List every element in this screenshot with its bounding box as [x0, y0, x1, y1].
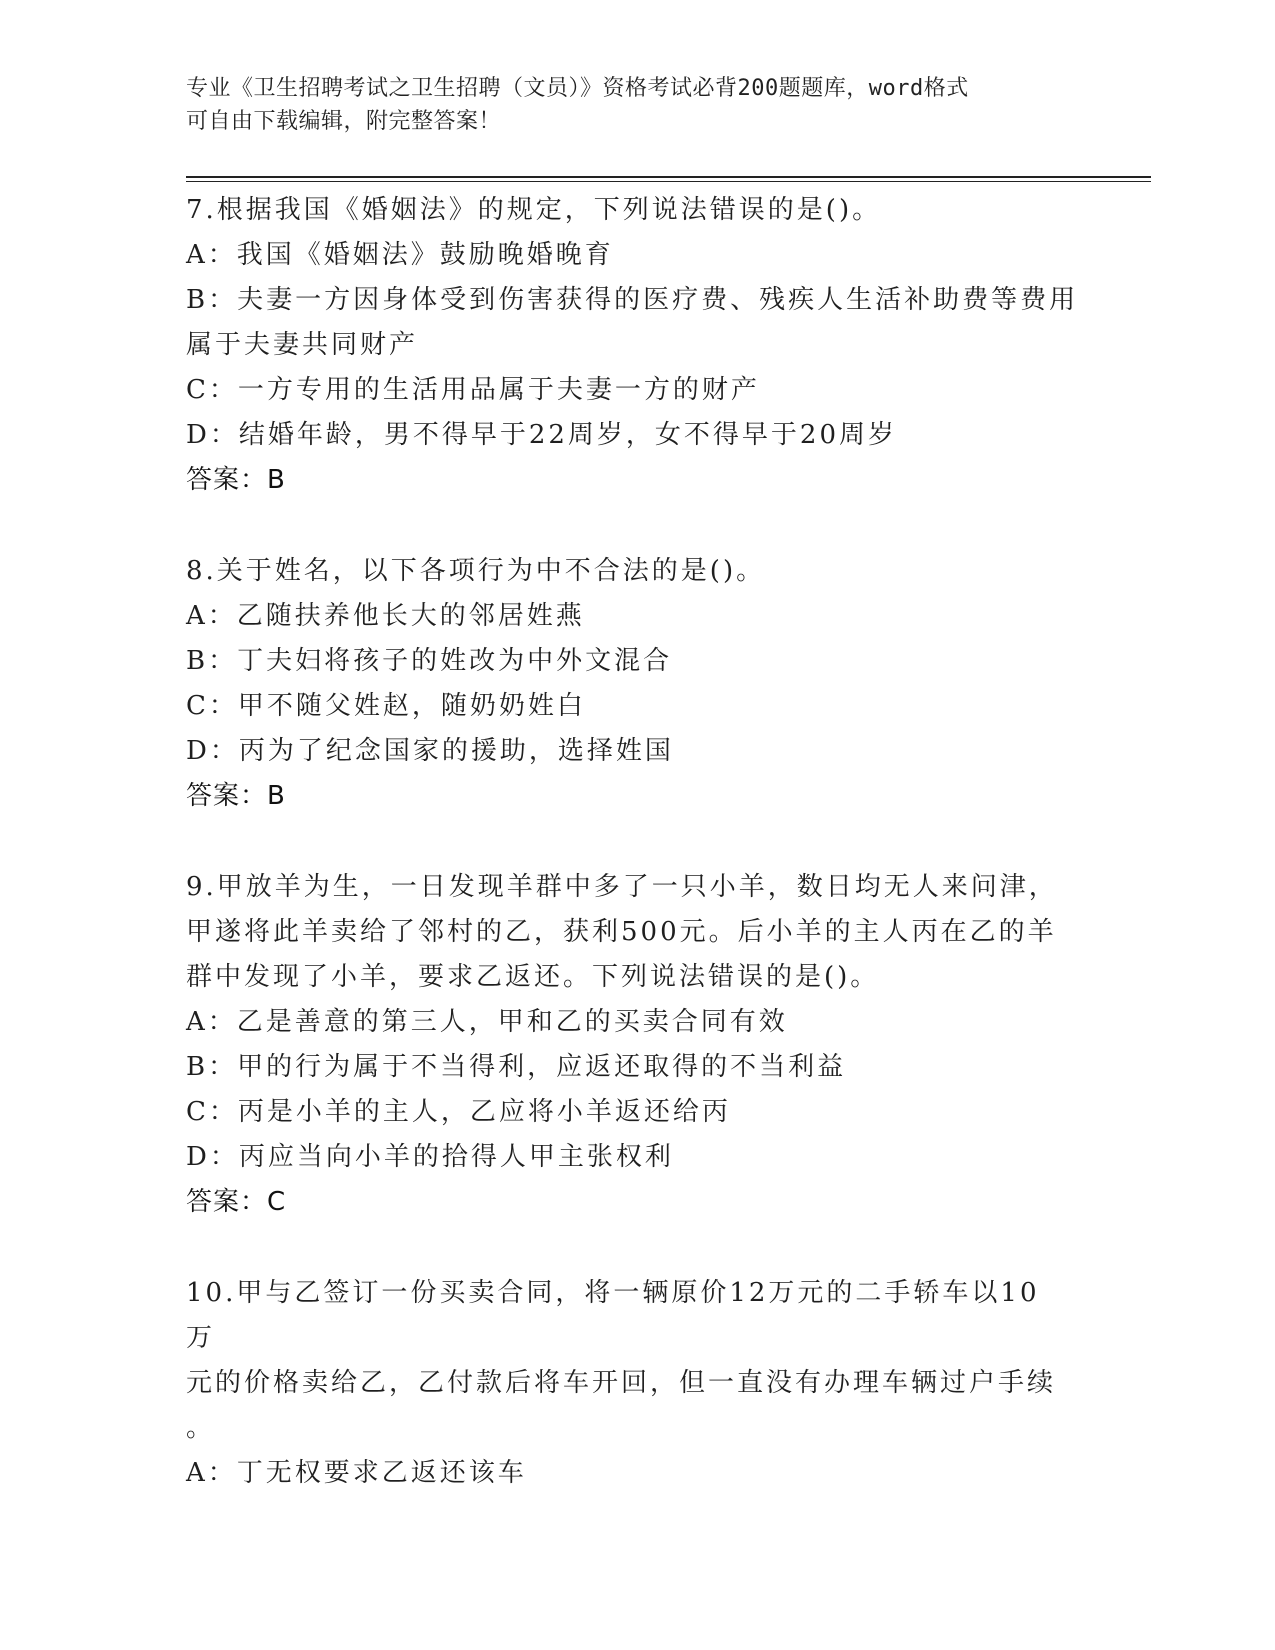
header-divider-thin	[186, 181, 1151, 182]
option-b: B：甲的行为属于不当得利，应返还取得的不当利益	[186, 1052, 847, 1082]
question-7	[186, 188, 1079, 503]
option-c: C：丙是小羊的主人，乙应将小羊返还给丙	[186, 1097, 731, 1127]
question-8	[186, 549, 1066, 819]
question-stem-line-1: 10.甲与乙签订一份买卖合同，将一辆原价12万元的二手轿车以10万	[186, 1278, 1040, 1353]
option-d: D：丙应当向小羊的拾得人甲主张权利	[186, 1142, 674, 1172]
option-b-continued: 属于夫妻共同财产	[186, 330, 419, 360]
question-stem: 7.根据我国《婚姻法》的规定，下列说法错误的是()。	[186, 195, 882, 225]
header-line-2: 可自由下载编辑，附完整答案！	[186, 109, 502, 134]
answer-label: 答案：B	[186, 781, 286, 811]
question-stem-line-2: 元的价格卖给乙，乙付款后将车开回，但一直没有办理车辆过户手续	[186, 1368, 1057, 1398]
option-d: D：丙为了纪念国家的援助，选择姓国	[186, 736, 674, 766]
question-list	[186, 188, 1079, 1542]
option-b: B：丁夫妇将孩子的姓改为中外文混合	[186, 646, 673, 676]
header-line-1: 专业《卫生招聘考试之卫生招聘（文员）》资格考试必背200题题库，word格式	[186, 76, 969, 101]
option-a: A：丁无权要求乙返还该车	[186, 1458, 527, 1488]
option-a: A：乙是善意的第三人，甲和乙的买卖合同有效	[186, 1007, 788, 1037]
question-9	[186, 865, 1066, 1225]
question-stem-line-1: 9.甲放羊为生，一日发现羊群中多了一只小羊，数日均无人来问津，	[186, 872, 1058, 902]
question-10	[186, 1271, 1066, 1496]
question-stem-line-3: 。	[186, 1413, 216, 1443]
header-divider-thick	[186, 176, 1151, 178]
answer-label: 答案：C	[186, 1187, 287, 1217]
question-stem-line-2: 甲遂将此羊卖给了邻村的乙，获利500元。后小羊的主人丙在乙的羊	[186, 917, 1057, 947]
option-a: A：乙随扶养他长大的邻居姓燕	[186, 601, 585, 631]
option-a: A：我国《婚姻法》鼓励晚婚晚育	[186, 240, 614, 270]
document-header	[186, 72, 1066, 138]
option-d: D：结婚年龄，男不得早于22周岁，女不得早于20周岁	[186, 420, 898, 450]
question-stem: 8.关于姓名，以下各项行为中不合法的是()。	[186, 556, 766, 586]
option-c: C：甲不随父姓赵，随奶奶姓白	[186, 691, 586, 721]
option-c: C：一方专用的生活用品属于夫妻一方的财产	[186, 375, 760, 405]
question-stem-line-3: 群中发现了小羊，要求乙返还。下列说法错误的是()。	[186, 962, 880, 992]
option-b: B：夫妻一方因身体受到伤害获得的医疗费、残疾人生活补助费等费用	[186, 285, 1079, 315]
answer-label: 答案：B	[186, 465, 286, 495]
